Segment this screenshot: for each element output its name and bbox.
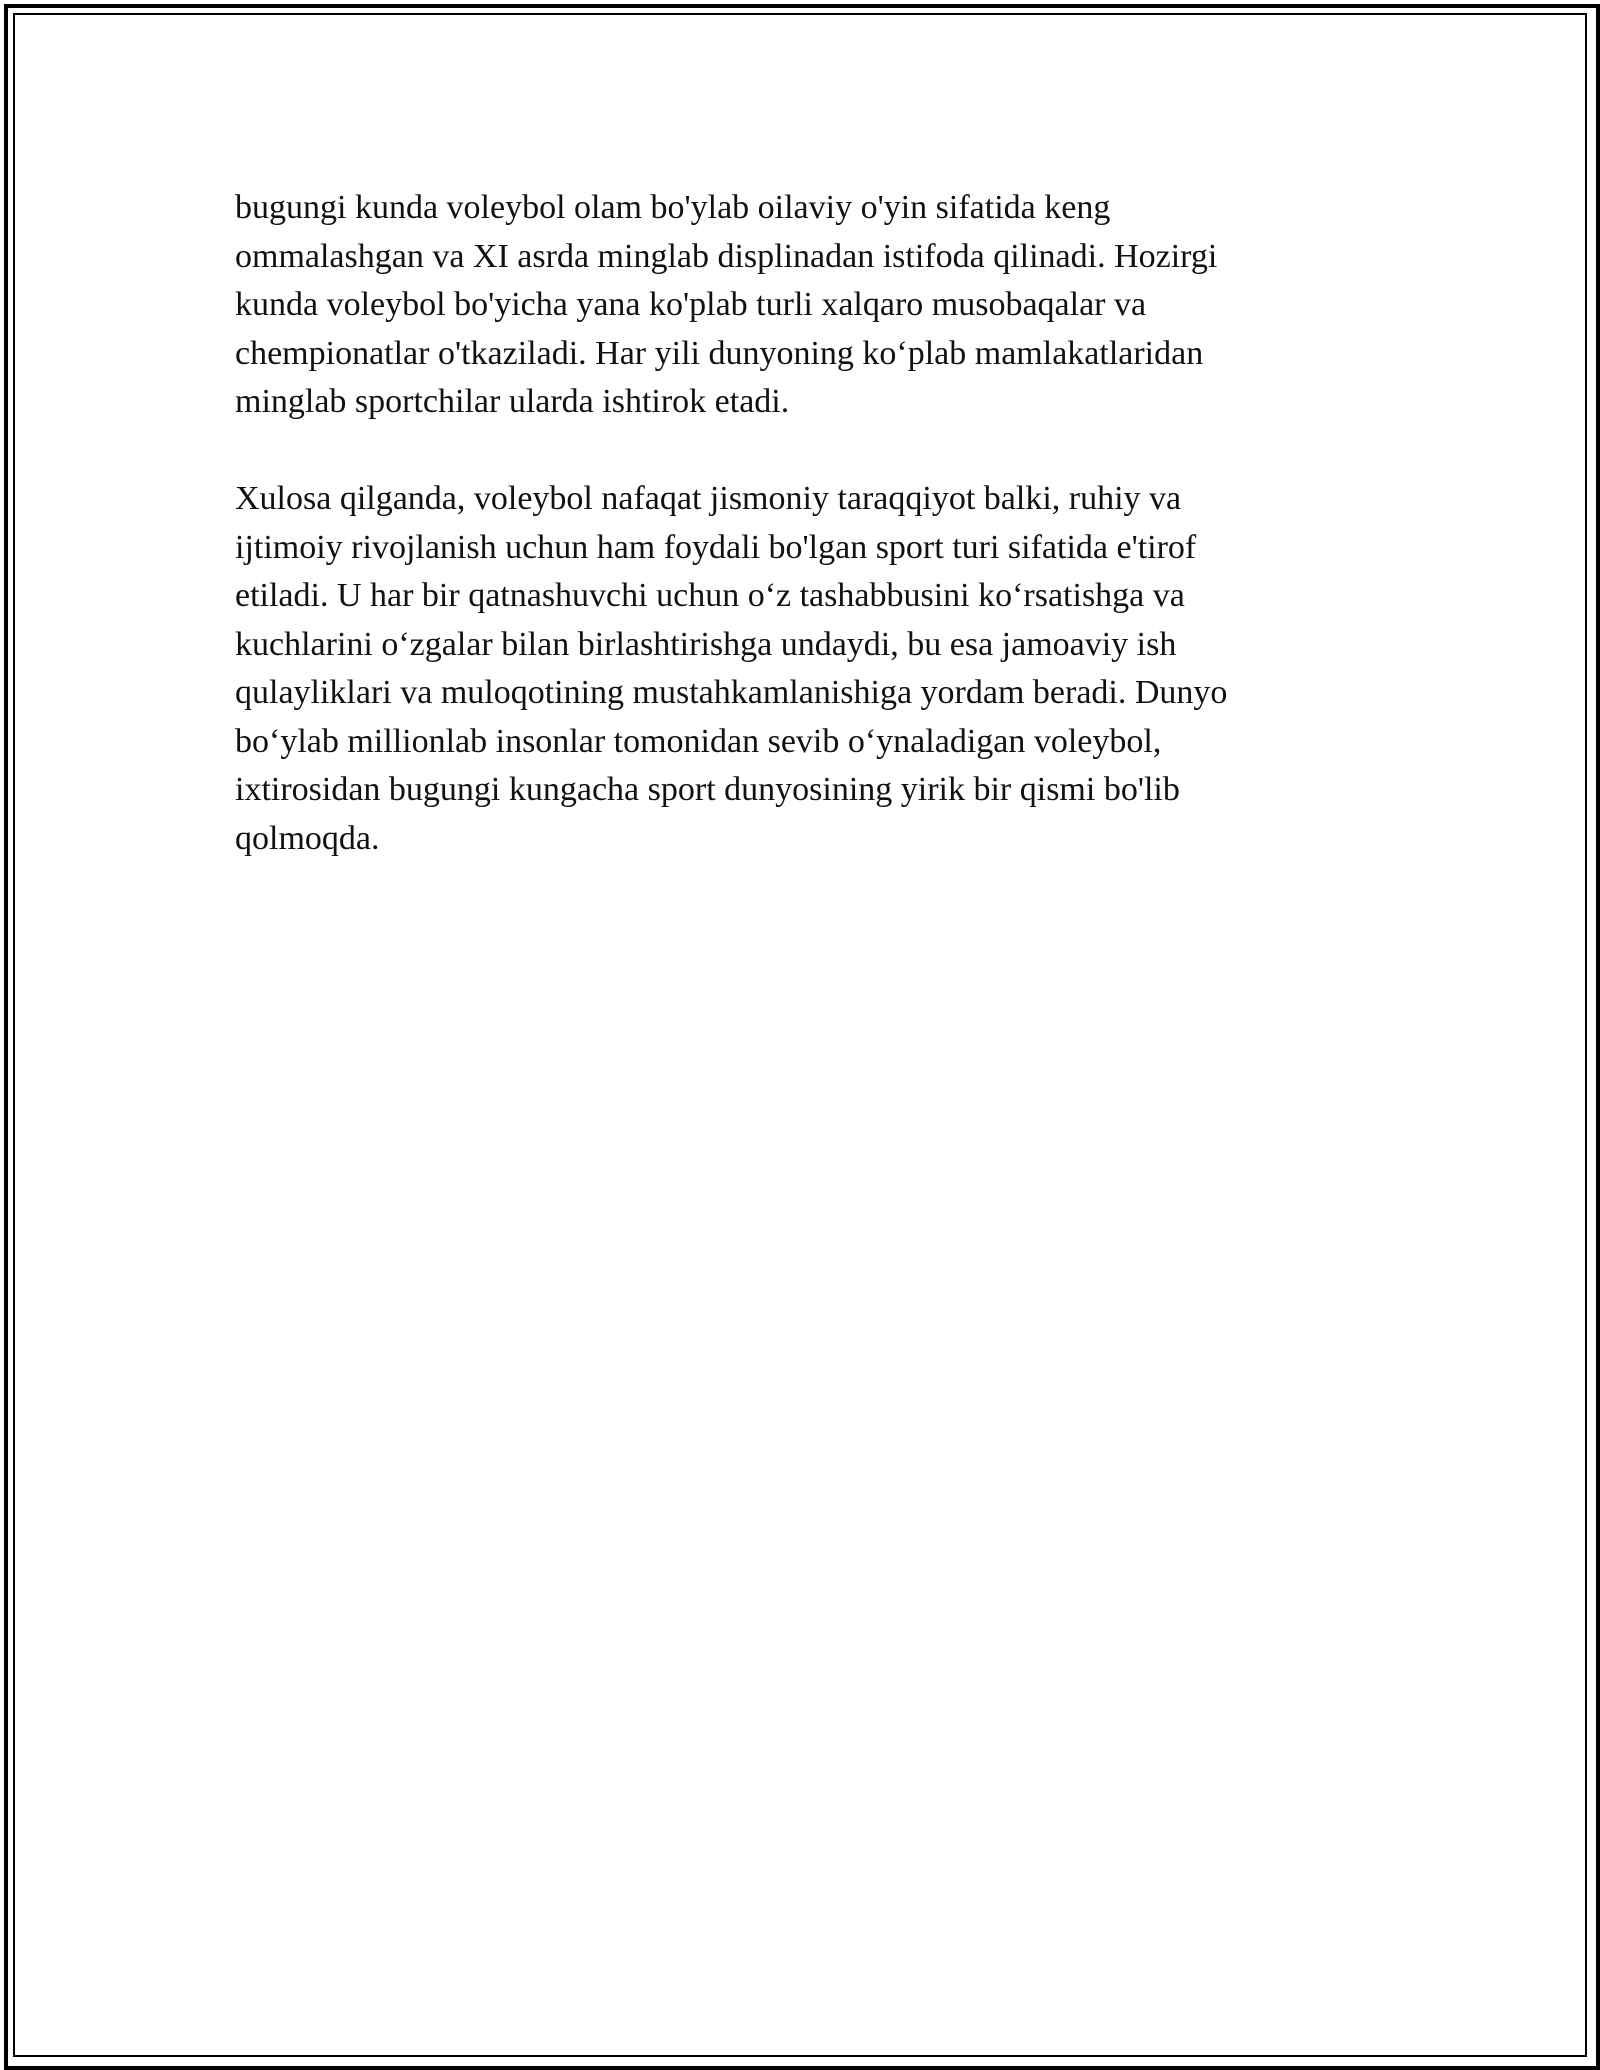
paragraph-spacer [235,427,1345,476]
paragraph-2: Xulosa qilganda, voleybol nafaqat jismoniy taraqqiyot balki, ruhiy va ijtimoiy rivojlanish uchun ham foydali bo'lgan sport turi sifatida e'tirof etiladi. U har bir qatnashuvchi uchun o‘z tashabbusini ko‘rsatishga va kuchlarini o‘zgalar bilan birlashtirishga undaydi, bu esa jamoaviy ish qulayliklari va muloqotining mustahkamlanishiga yordam beradi. Dunyo bo‘ylab millionlab insonlar tomonidan sevib o‘ynaladigan voleybol, ixtirosidan bugungi kungacha sport dunyosining yirik bir qismi bo'lib qolmoqda. [235,480,1228,857]
document-body [235,184,1345,863]
paragraph-1: bugungi kunda voleybol olam bo'ylab oilaviy o'yin sifatida keng ommalashgan va XI asrda minglab displinadan istifoda qilinadi. Hozirgi kunda voleybol bo'yicha yana ko'plab turli xalqaro musobaqalar va chempionatlar o'tkaziladi. Har yili dunyoning ko‘plab mamlakatlaridan minglab sportchilar ularda ishtirok etadi. [235,189,1218,420]
